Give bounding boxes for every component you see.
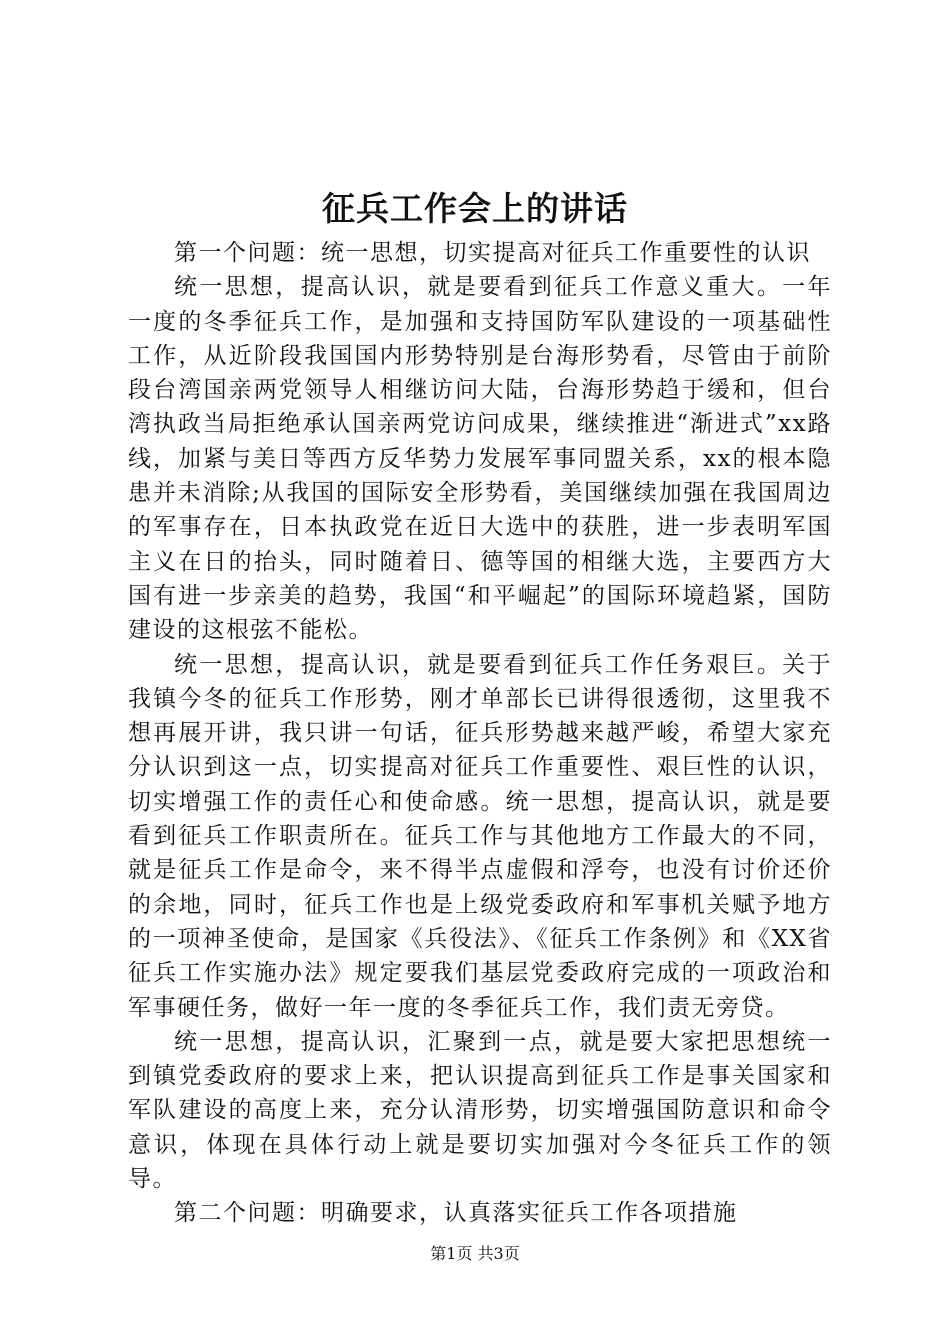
- page-footer: 第1页 共3页: [430, 1244, 520, 1263]
- document-title: 征兵工作会上的讲话: [322, 189, 628, 228]
- paragraph-summary: 统一思想，提高认识，汇聚到一点，就是要大家把思想统一到镇党委政府的要求上来，把认识提高到征兵工作是事关国家和军队建设的高度上来，充分认清形势，切实增强国防意识和命令意识，体现在具体行动上就是要切实加强对今冬征兵工作的领导。: [128, 1028, 832, 1193]
- paragraph-heading-1: 第一个问题：统一思想，切实提高对征兵工作重要性的认识: [174, 240, 811, 266]
- paragraph-significance: 统一思想，提高认识，就是要看到征兵工作意义重大。一年一度的冬季征兵工作，是加强和支持国防军队建设的一项基础性工作，从近阶段我国国内形势特别是台海形势看，尽管由于前阶段台湾国亲两党领导人相继访问大陆，台海形势趋于缓和，但台湾执政当局拒绝承认国亲两党访问成果，继续推进“渐进式”xx路线，加紧与美日等西方反华势力发展军事同盟关系，xx的根本隐患并未消除;从我国的国际安全形势看，美国继续加强在我国周边的军事存在，日本执政党在近日大选中的获胜，进一步表明军国主义在日的抬头，同时随着日、德等国的相继大选，主要西方大国有进一步亲美的趋势，我国“和平崛起”的国际环境趋紧，国防建设的这根弦不能松。: [128, 274, 832, 644]
- paragraph-task-and-duty: 统一思想，提高认识，就是要看到征兵工作任务艰巨。关于我镇今冬的征兵工作形势，刚才单部长已讲得很透彻，这里我不想再展开讲，我只讲一句话，征兵形势越来越严峻，希望大家充分认识到这一点，切实提高对征兵工作重要性、艰巨性的认识，切实增强工作的责任心和使命感。统一思想，提高认识，就是要看到征兵工作职责所在。征兵工作与其他地方工作最大的不同，就是征兵工作是命令，来不得半点虚假和浮夸，也没有讨价还价的余地，同时，征兵工作也是上级党委政府和军事机关赋予地方的一项神圣使命，是国家《兵役法》、《征兵工作条例》和《XX省征兵工作实施办法》规定要我们基层党委政府完成的一项政治和军事硬任务，做好一年一度的冬季征兵工作，我们责无旁贷。: [128, 651, 832, 1021]
- document-body: [128, 236, 832, 1231]
- paragraph-heading-2: 第二个问题：明确要求，认真落实征兵工作各项措施: [174, 1200, 738, 1227]
